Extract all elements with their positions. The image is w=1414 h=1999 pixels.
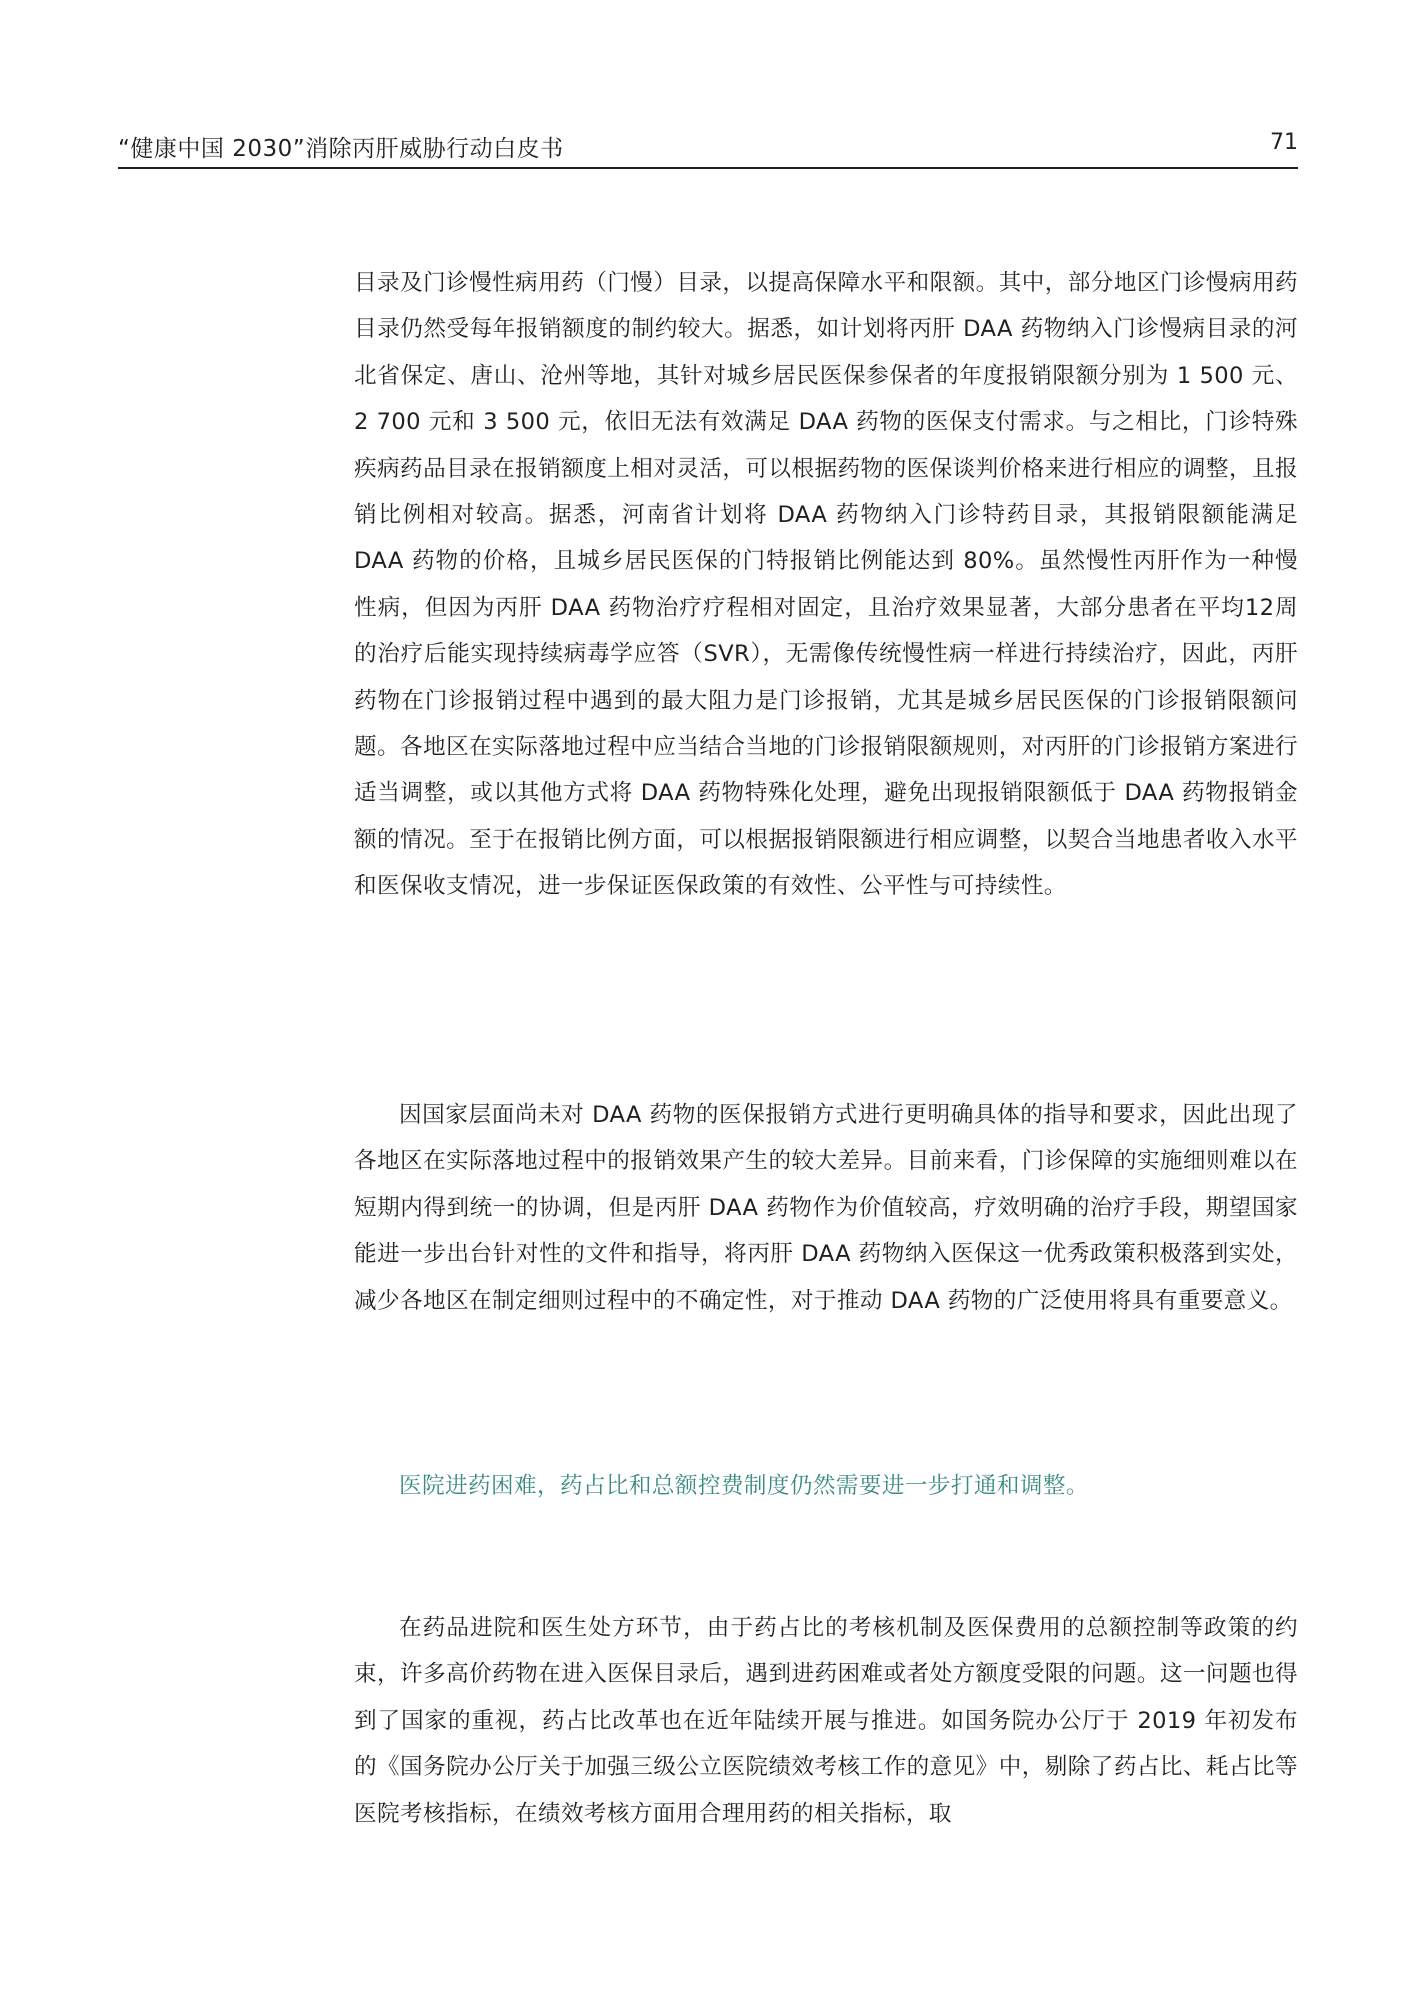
running-header bbox=[118, 126, 1298, 166]
body-paragraph-1: 目录及门诊慢性病用药（门慢）目录，以提高保障水平和限额。其中，部分地区门诊慢病用药目录仍然受每年报销额度的制约较大。据悉，如计划将丙肝 DAA 药物纳入门诊慢病目录的河北省保定、唐山、沧州等地，其针对城乡居民医保参保者的年度报销限额分别为 1 500 元、2 700 元和 3 500 元，依旧无法有效满足 DAA 药物的医保支付需求。与之相比，门诊特殊疾病药品目录在报销额度上相对灵活，可以根据药物的医保谈判价格来进行相应的调整，且报销比例相对较高。据悉，河南省计划将 DAA 药物纳入门诊特药目录，其报销限额能满足 DAA 药物的价格，且城乡居民医保的门特报销比例能达到 80%。虽然慢性丙肝作为一种慢性病，但因为丙肝 DAA 药物治疗疗程相对固定，且治疗效果显著，大部分患者在平均12周的治疗后能实现持续病毒学应答（SVR），无需像传统慢性病一样进行持续治疗，因此，丙肝药物在门诊报销过程中遇到的最大阻力是门诊报销，尤其是城乡居民医保的门诊报销限额问题。各地区在实际落地过程中应当结合当地的门诊报销限额规则，对丙肝的门诊报销方案进行适当调整，或以其他方式将 DAA 药物特殊化处理，避免出现报销限额低于 DAA 药物报销金额的情况。至于在报销比例方面，可以根据报销限额进行相应调整，以契合当地患者收入水平和医保收支情况，进一步保证医保政策的有效性、公平性与可持续性。 bbox=[354, 270, 1298, 900]
page-number: 71 bbox=[1270, 130, 1298, 155]
body-paragraph-3: 在药品进院和医生处方环节，由于药占比的考核机制及医保费用的总额控制等政策的约束，许多高价药物在进入医保目录后，遇到进药困难或者处方额度受限的问题。这一问题也得到了国家的重视，药占比改革也在近年陆续开展与推进。如国务院办公厅于 2019 年初发布的《国务院办公厅关于加强三级公立医院绩效考核工作的意见》中，剔除了药占比、耗占比等医院考核指标，在绩效考核方面用合理用药的相关指标，取 bbox=[354, 1615, 1298, 1827]
body-paragraph-2: 因国家层面尚未对 DAA 药物的医保报销方式进行更明确具体的指导和要求，因此出现了各地区在实际落地过程中的报销效果产生的较大差异。目前来看，门诊保障的实施细则难以在短期内得到统一的协调，但是丙肝 DAA 药物作为价值较高，疗效明确的治疗手段，期望国家能进一步出台针对性的文件和指导，将丙肝 DAA 药物纳入医保这一优秀政策积极落到实处，减少各地区在制定细则过程中的不确定性，对于推动 DAA 药物的广泛使用将具有重要意义。 bbox=[354, 1102, 1298, 1314]
header-divider bbox=[118, 167, 1298, 169]
section-heading: 医院进药困难，药占比和总额控费制度仍然需要进一步打通和调整。 bbox=[399, 1473, 1089, 1499]
document-title: “健康中国 2030”消除丙肝威胁行动白皮书 bbox=[118, 136, 564, 162]
